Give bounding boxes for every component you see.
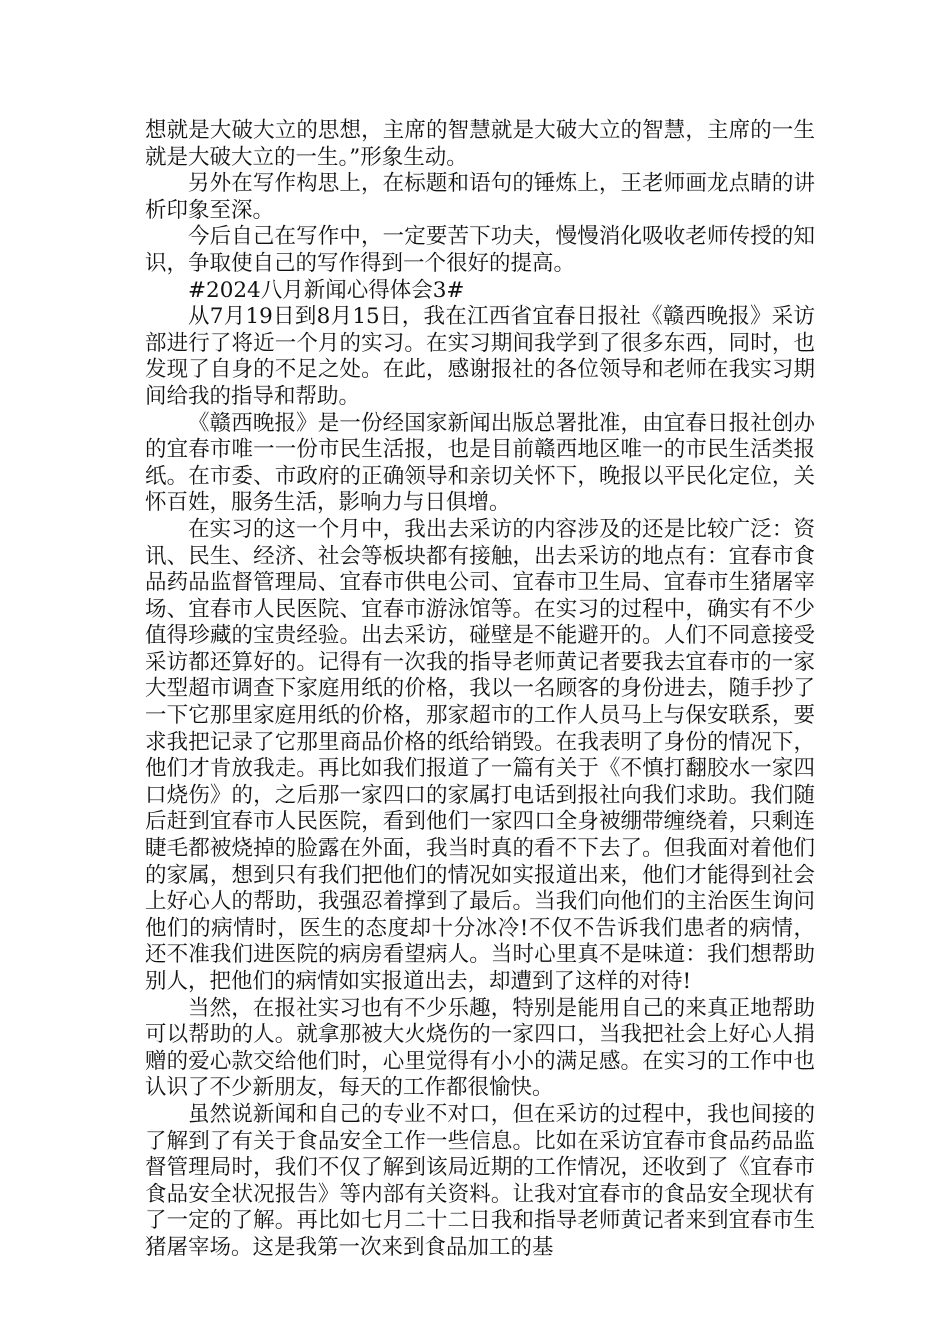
paragraph-continued: 想就是大破大立的思想，主席的智慧就是大破大立的智慧，主席的一生就是大破大立的一生。”形象生动。: [145, 118, 815, 170]
document-body: [145, 118, 815, 1262]
paragraph-writing-structure: 另外在写作构思上，在标题和语句的锤炼上，王老师画龙点睛的讲析印象至深。: [145, 171, 815, 223]
paragraph-fun-of-internship: 当然，在报社实习也有不少乐趣，特别是能用自己的来真正地帮助可以帮助的人。就拿那被大火烧伤的一家四口，当我把社会上好心人捐赠的爱心款交给他们时，心里觉得有小小的满足感。在实习的工作中也认识了不少新朋友，每天的工作都很愉快。: [145, 995, 815, 1101]
paragraph-food-safety: 虽然说新闻和自己的专业不对口，但在采访的过程中，我也间接的了解到了有关于食品安全工作一些信息。比如在采访宜春市食品药品监督管理局时，我们不仅了解到该局近期的工作情况，还收到了《宜春市食品安全状况报告》等内部有关资料。让我对宜春市的食品安全现状有了一定的了解。再比如七月二十二日我和指导老师黄记者来到宜春市生猪屠宰场。这是我第一次来到食品加工的基: [145, 1101, 815, 1260]
paragraph-internship-intro: 从7月19日到8月15日，我在江西省宜春日报社《赣西晚报》采访部进行了将近一个月的实习。在实习期间我学到了很多东西，同时，也发现了自身的不足之处。在此，感谢报社的各位领导和老师在我实习期间给我的指导和帮助。: [145, 304, 815, 409]
paragraph-interview-experience: 在实习的这一个月中，我出去采访的内容涉及的还是比较广泛：资讯、民生、经济、社会等板块都有接触，出去采访的地点有：宜春市食品药品监督管理局、宜春市供电公司、宜春市卫生局、宜春市生猪屠宰场、宜春市人民医院、宜春市游泳馆等。在实习的过程中，确实有不少值得珍藏的宝贵经验。出去采访，碰壁是不能避开的。人们不同意接受采访都还算好的。记得有一次我的指导老师黄记者要我去宜春市的一家大型超市调查下家庭用纸的价格，我以一名顾客的身份进去，随手抄了一下它那里家庭用纸的价格，那家超市的工作人员马上与保安联系，要求我把记录了它那里商品价格的纸给销毁。在我表明了身份的情况下，他们才肯放我走。再比如我们报道了一篇有关于《不慎打翻胶水一家四口烧伤》的，之后那一家四口的家属打电话到报社向我们求助。我们随后赶到宜春市人民医院，看到他们一家四口全身被绷带缠绕着，只剩连睫毛都被烧掉的脸露在外面，我当时真的看不下去了。但我面对着他们的家属，想到只有我们把他们的情况如实报道出来，他们才能得到社会上好心人的帮助，我强忍着撑到了最后。当我们向他们的主治医生询问他们的病情时，医生的态度却十分冰冷!不仅不告诉我们患者的病情，还不准我们进医院的病房看望病人。当时心里真不是味道：我们想帮助别人，把他们的病情如实报道出去，却遭到了这样的对待!: [145, 516, 815, 994]
paragraph-future-writing: 今后自己在写作中，一定要苦下功夫，慢慢消化吸收老师传授的知识，争取使自己的写作得到一个很好的提高。: [145, 224, 815, 276]
paragraph-newspaper-intro: 《赣西晚报》是一份经国家新闻出版总署批准，由宜春日报社创办的宜春市唯一一份市民生活报，也是目前赣西地区唯一的市民生活类报纸。在市委、市政府的正确领导和亲切关怀下，晚报以平民化定位，关怀百姓，服务生活，影响力与日俱增。: [145, 410, 815, 516]
section-heading: #2024八月新闻心得体会3#: [188, 277, 465, 303]
